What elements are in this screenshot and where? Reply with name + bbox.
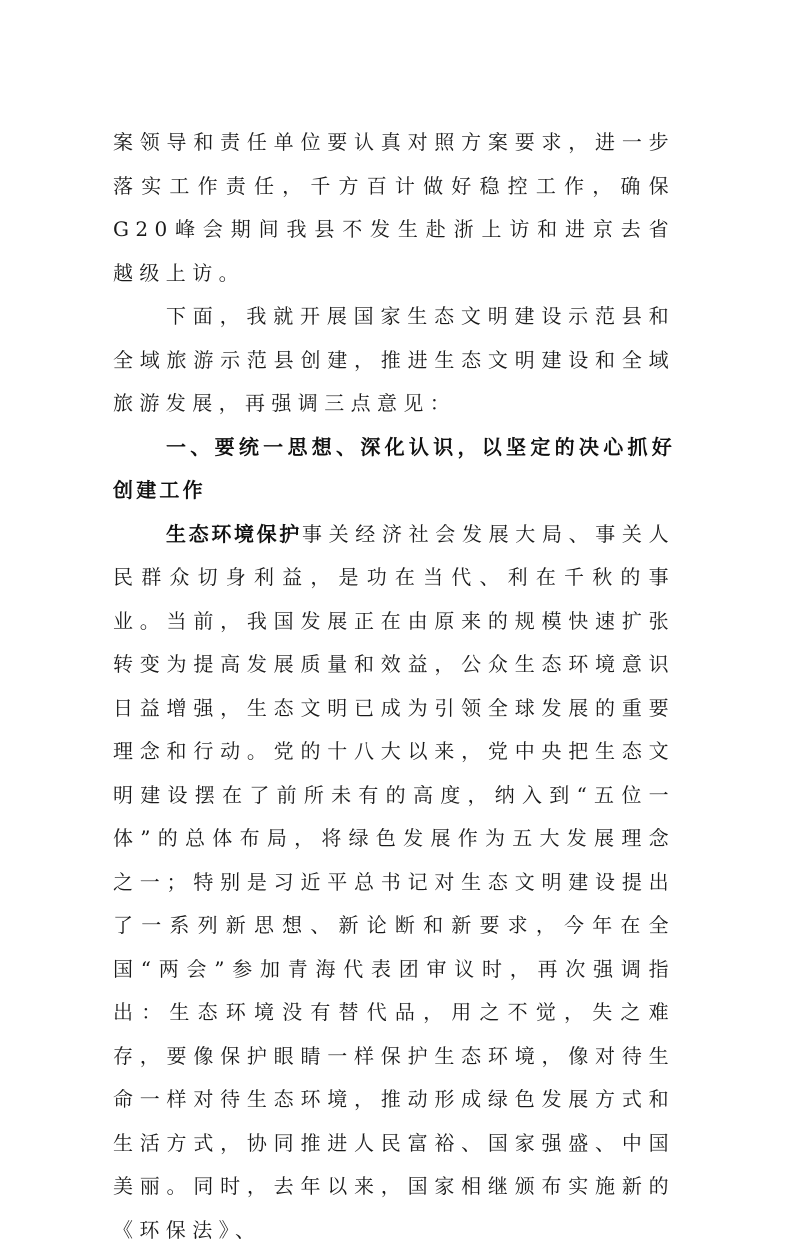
paragraph-continuation: 案领导和责任单位要认真对照方案要求，进一步落实工作责任，千方百计做好稳控工作，确保G20峰会期间我县不发生赴浙上访和进京去省越级上访。 [113,121,675,295]
paragraph-intro: 下面，我就开展国家生态文明建设示范县和全域旅游示范县创建，推进生态文明建设和全域旅游发展，再强调三点意见： [113,295,675,426]
section-heading-1: 一、要统一思想、深化认识，以坚定的决心抓好创建工作 [113,426,675,513]
paragraph-ecology [113,513,675,1252]
document-page [113,121,675,1252]
paragraph-lead-bold: 生态环境保护 [166,522,302,546]
paragraph-body-text: 事关经济社会发展大局、事关人民群众切身利益，是功在当代、利在千秋的事业。当前，我国发展正在由原来的规模快速扩张转变为提高发展质量和效益，公众生态环境意识日益增强，生态文明已成为引领全球发展的重要理念和行动。党的十八大以来，党中央把生态文明建设摆在了前所未有的高度，纳入到“五位一体”的总体布局，将绿色发展作为五大发展理念之一；特别是习近平总书记对生态文明建设提出了一系列新思想、新论断和新要求，今年在全国“两会”参加青海代表团审议时，再次强调指出：生态环境没有替代品，用之不觉，失之难存，要像保护眼睛一样保护生态环境，像对待生命一样对待生态环境，推动形成绿色发展方式和生活方式，协同推进人民富裕、国家强盛、中国美丽。同时，去年以来，国家相继颁布实施新的《环保法》、 [113,522,675,1242]
